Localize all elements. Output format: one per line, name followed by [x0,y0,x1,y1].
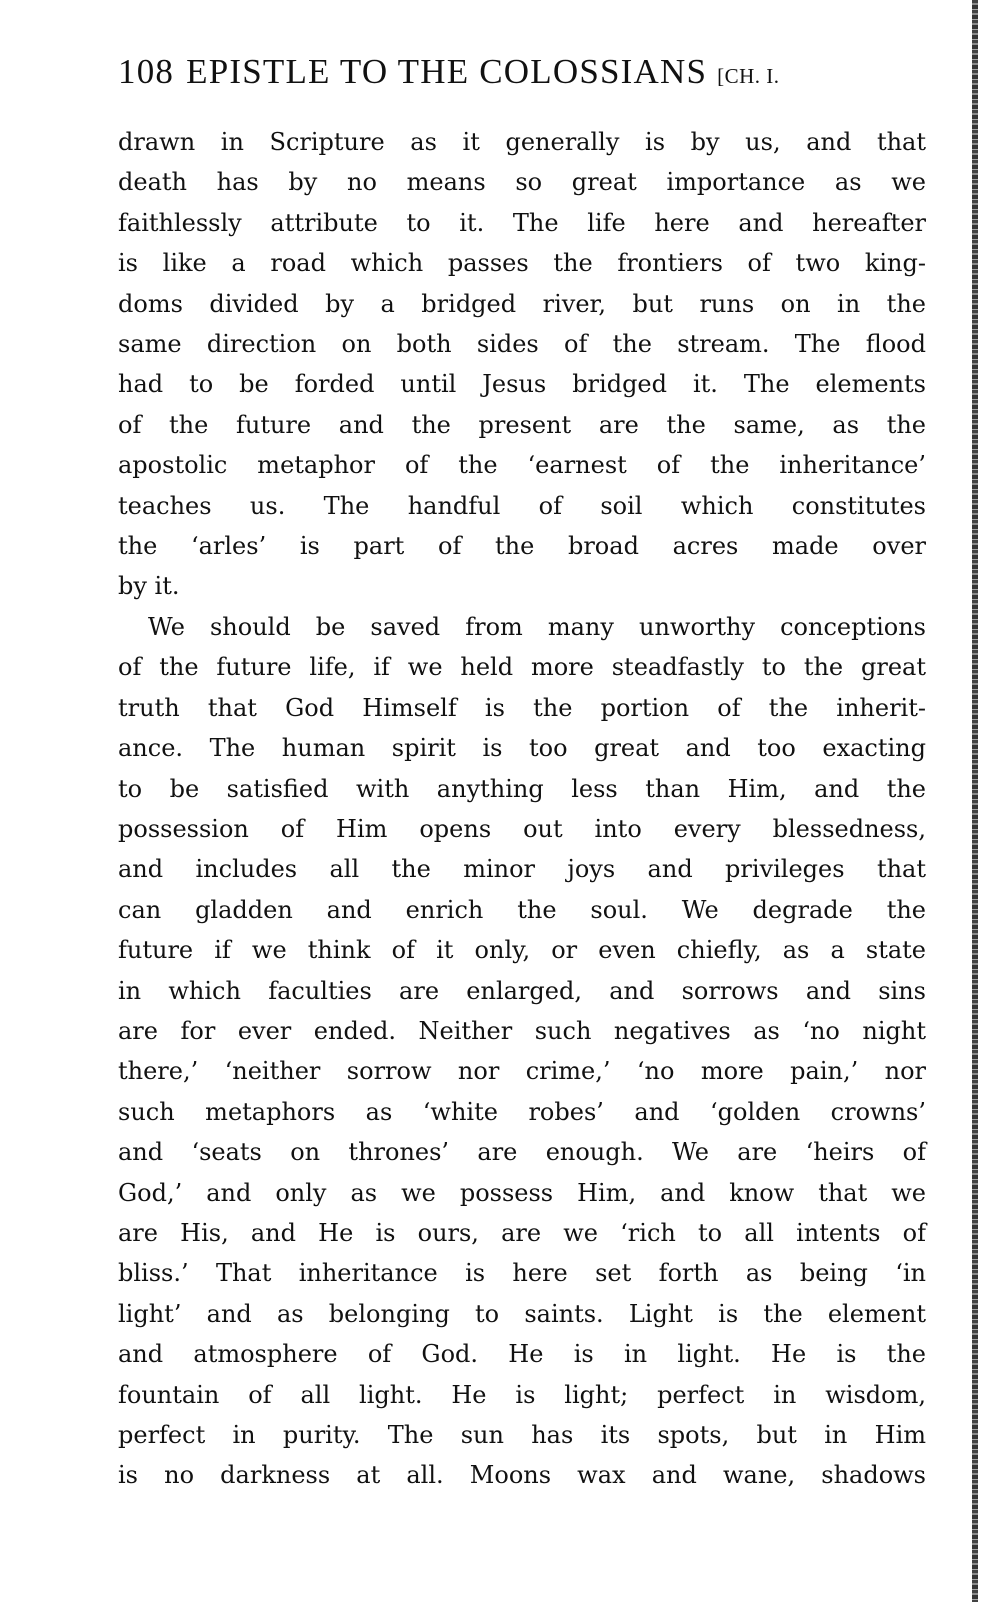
paragraph-1 [118,122,926,607]
text-line: faithlessly attribute to it. The life here and hereafter [118,208,926,237]
text-line: drawn in Scripture as it generally is by us, and that [118,128,926,156]
text-line: same direction on both sides of the stream. The flood [118,330,926,359]
text-line: of the future and the present are the same, as the [118,410,926,439]
text-line: in which faculties are enlarged, and sorrows and sins [118,976,926,1005]
body-text [118,122,926,1496]
text-line: are for ever ended. Neither such negatives as ‘no night [118,1016,926,1045]
text-line: We should be saved from many unworthy conceptions [148,612,926,641]
text-line: and ‘seats on thrones’ are enough. We are ‘heirs of [118,1138,926,1167]
chapter-reference: [CH. I. [717,64,780,88]
text-line: are His, and He is ours, are we ‘rich to all intents of [118,1218,926,1247]
text-line: by it. [118,572,180,601]
text-line: such metaphors as ‘white robes’ and ‘golden crowns’ [118,1097,926,1126]
text-line: possession of Him opens out into every blessedness, [118,814,926,843]
text-line: and atmosphere of God. He is in light. He is the [118,1340,926,1369]
text-line: the ‘arles’ is part of the broad acres made over [118,532,926,561]
text-line: truth that God Himself is the portion of the inherit- [118,693,926,722]
text-line: to be satisfied with anything less than Him, and the [118,774,926,803]
paragraph-2 [118,607,926,1496]
text-line: God,’ and only as we possess Him, and know that we [118,1178,926,1207]
text-line: apostolic metaphor of the ‘earnest of the inheritance’ [118,451,926,480]
page-number: 108 [118,52,175,91]
text-line: perfect in purity. The sun has its spots, but in Him [118,1421,926,1449]
running-header [118,52,930,98]
text-line: teaches us. The handful of soil which constitutes [118,491,926,520]
text-line: doms divided by a bridged river, but runs on in the [118,289,926,318]
text-line: and includes all the minor joys and privileges that [118,855,926,884]
text-line: fountain of all light. He is light; perfect in wisdom, [118,1380,926,1409]
running-head-title: EPISTLE TO THE COLOSSIANS [186,52,708,91]
text-line: there,’ ‘neither sorrow nor crime,’ ‘no more pain,’ nor [118,1057,926,1086]
text-line: death has by no means so great importance as we [118,168,926,197]
text-line: of the future life, if we held more steadfastly to the great [118,653,926,682]
text-line: can gladden and enrich the soul. We degrade the [118,895,926,924]
text-line: is no darkness at all. Moons wax and wane, shadows [118,1461,926,1490]
text-line: bliss.’ That inheritance is here set forth as being ‘in [118,1259,926,1288]
text-line: is like a road which passes the frontiers of two king- [118,249,926,278]
text-line: light’ and as belonging to saints. Light is the element [118,1299,926,1328]
text-line: future if we think of it only, or even chiefly, as a state [118,936,926,965]
text-line: had to be forded until Jesus bridged it. The elements [118,370,926,399]
text-line: ance. The human spirit is too great and too exacting [118,734,926,763]
page-edge-border [972,0,978,1602]
